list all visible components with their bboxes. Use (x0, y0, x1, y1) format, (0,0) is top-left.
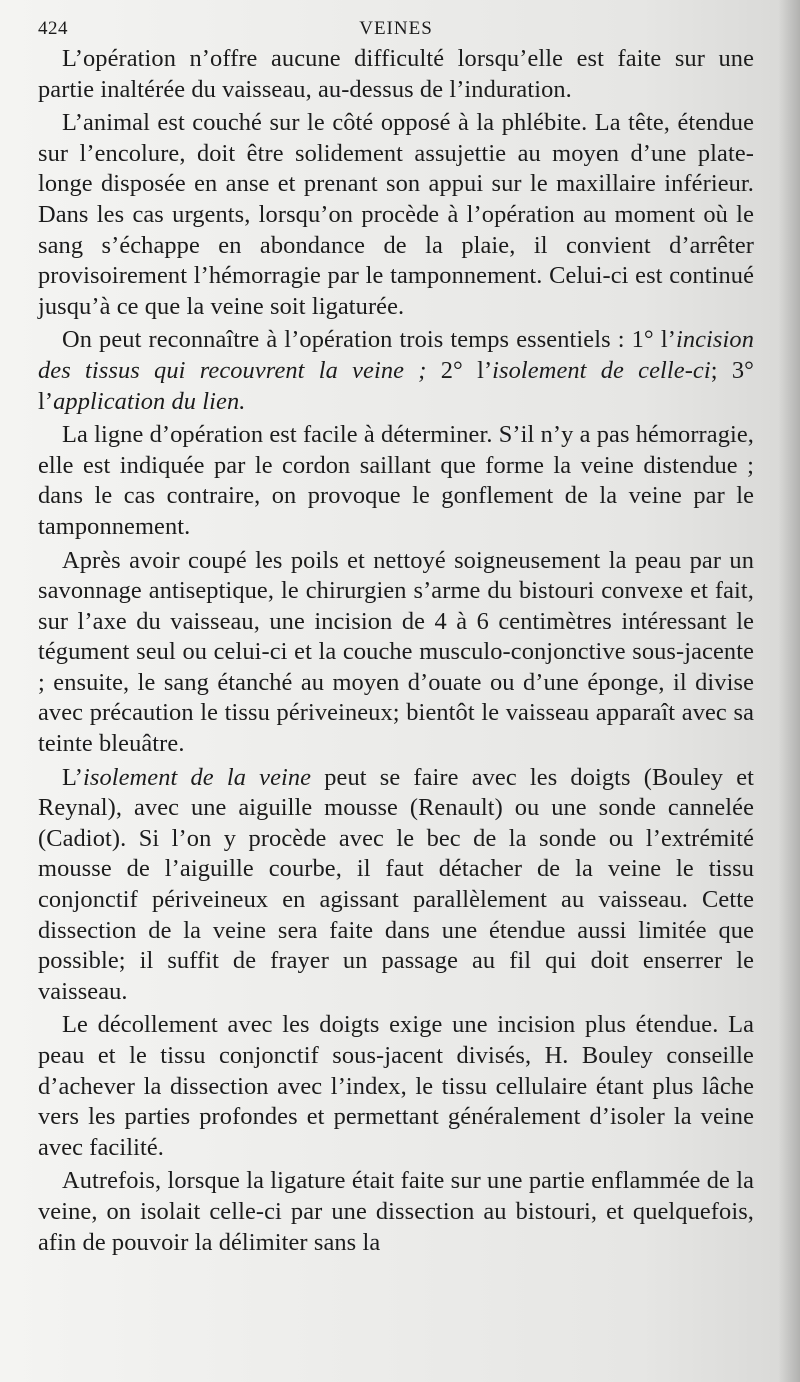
paragraph-3 (38, 325, 754, 417)
paragraph-6-text: peut se faire avec les doigts (Bouley et Reynal), avec une aiguille mousse (Renault) ou une sonde cannelée (Cadiot). Si l’on y procède avec le bec de la sonde ou l’extrémité mousse de l’aiguille courbe, il faut détacher de la veine le tissu conjonctif périveineux en agissant parallèlement au vaisseau. Cette dissection de la veine sera faite dans une étendue aussi limitée que possible; il suffit de frayer un passage au fil qui doit enserrer le vaisseau. (38, 763, 754, 1005)
paragraph-3-sep-1: 2° l’ (426, 356, 493, 384)
paragraph-3-intro: On peut reconnaître à l’opération trois temps essentiels : 1° l’ (62, 326, 676, 354)
step-2-emphasis: isolement de celle-ci (492, 356, 711, 384)
paragraph-3-sep-2: ; 3° l’ (38, 356, 754, 415)
paragraph-7: Le décollement avec les doigts exige une incision plus étendue. La peau et le tissu conjonctif sous-jacent divisés, H. Bouley conseille d’achever la dissection avec l’index, le tissu cellulaire étant plus lâche vers les parties profondes et permettant généralement d’isoler la veine avec facilité. (38, 1011, 754, 1161)
paragraph-1: L’opération n’offre aucune difficulté lorsqu’elle est faite sur une partie inaltérée du vaisseau, au-dessus de l’induration. (38, 45, 754, 103)
step-3-emphasis: application du lien. (53, 387, 246, 415)
page-number: 424 (38, 18, 68, 39)
paragraph-6-intro: L’ (62, 763, 83, 791)
paragraph-4: La ligne d’opération est facile à déterminer. S’il n’y a pas hémorragie, elle est indiquée par le cordon saillant que forme la veine distendue ; dans le cas contraire, on provoque le gonflement de la veine par le tamponnement. (38, 421, 754, 540)
paragraph-2: L’animal est couché sur le côté opposé à la phlébite. La tête, étendue sur l’encolure, doit être solidement assujettie au moyen d’une plate-longe disposée en anse et prenant son appui sur le maxillaire inférieur. Dans les cas urgents, lorsqu’on procède à l’opération au moment où le sang s’échappe en abondance de la plaie, il convient d’arrêter provisoirement l’hémorragie par le tamponnement. Celui-ci est continué jusqu’à ce que la veine soit ligaturée. (38, 109, 754, 320)
body-text (38, 44, 754, 1258)
paragraph-5: Après avoir coupé les poils et nettoyé soigneusement la peau par un savonnage antiseptique, le chirurgien s’arme du bistouri convexe et fait, sur l’axe du vaisseau, une incision de 4 à 6 centimètres intéressant le tégument seul ou celui-ci et la couche musculo-conjonctive sous-jacente ; ensuite, le sang étanché au moyen d’ouate ou d’une éponge, il divise avec précaution le tissu périveineux; bientôt le vaisseau apparaît avec sa teinte bleuâtre. (38, 546, 754, 758)
paragraph-6 (38, 763, 754, 1008)
isolement-emphasis: isolement de la veine (82, 763, 312, 791)
running-title: VEINES (359, 18, 433, 39)
step-1-emphasis: incision des tissus qui recouvrent la veine ; (38, 326, 754, 384)
paragraph-8: Autrefois, lorsque la ligature était faite sur une partie enflammée de la veine, on isolait celle-ci par une dissection au bistouri, et quelquefois, afin de pouvoir la délimiter sans la (38, 1167, 754, 1256)
running-head (38, 14, 754, 44)
